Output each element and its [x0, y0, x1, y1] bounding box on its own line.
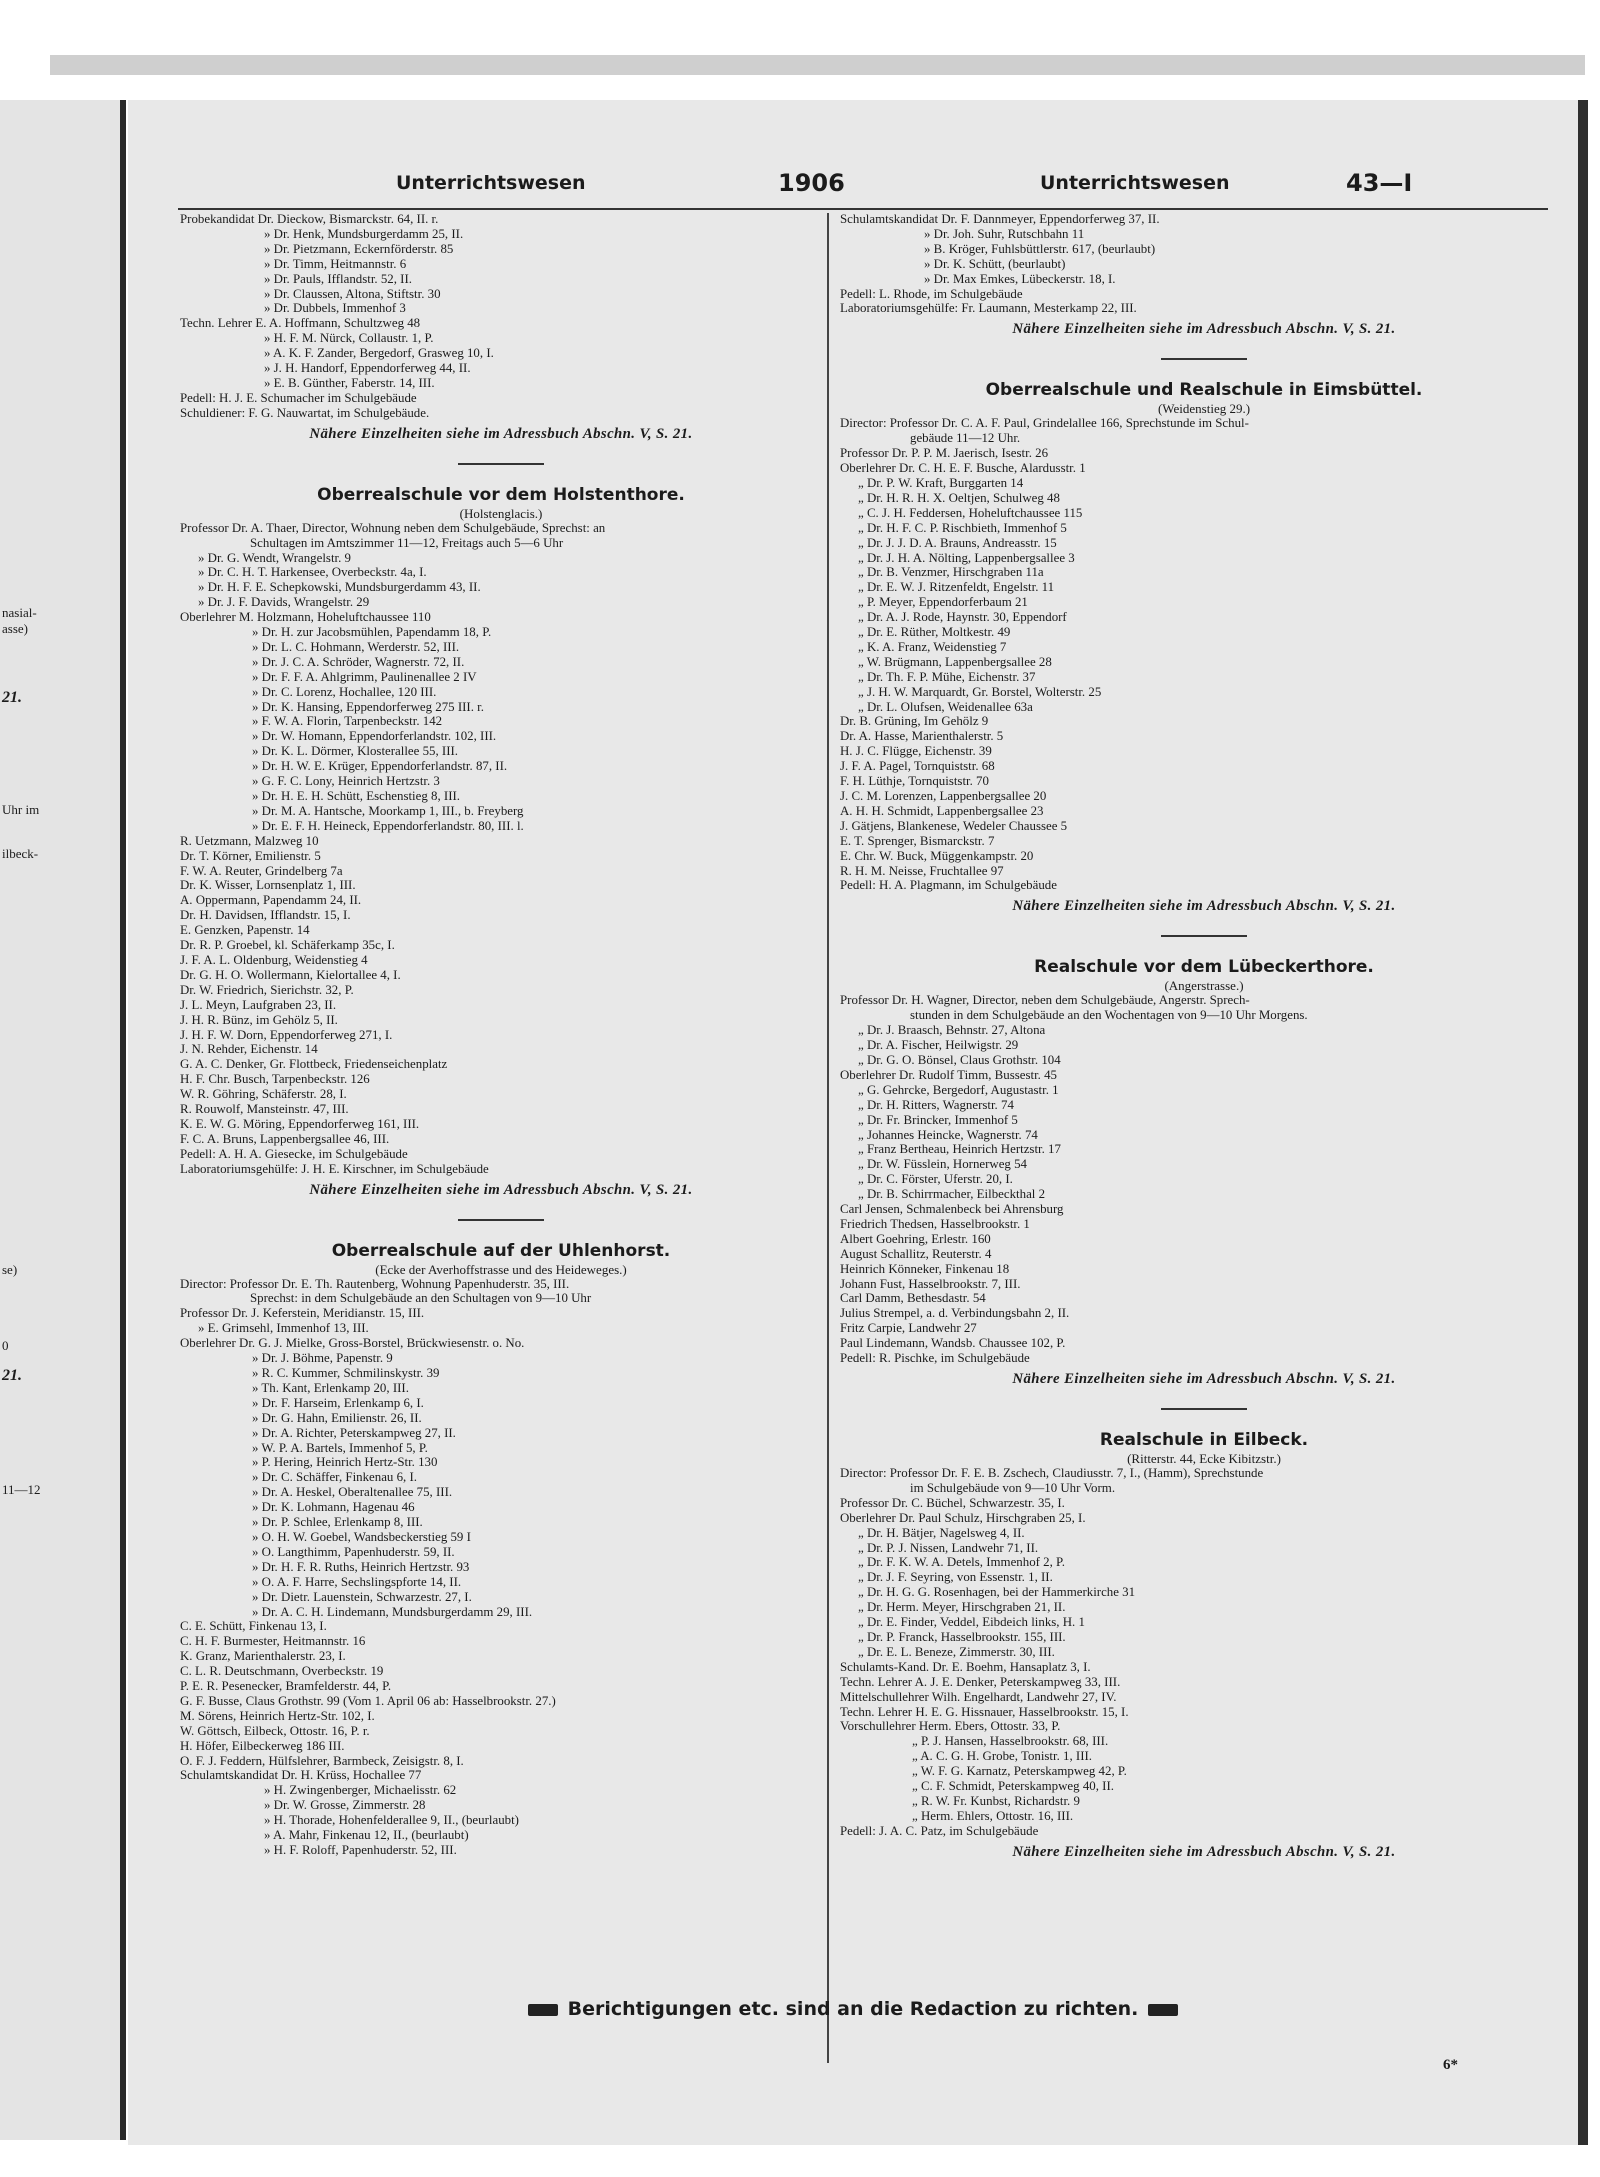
scan-top-edge [50, 55, 1585, 75]
entry-line: Schulamtskandidat Dr. H. Krüss, Hochallee 77 [180, 1768, 422, 1783]
entry-line: » Dr. C. H. T. Harkensee, Overbeckstr. 4a, I. [198, 565, 427, 580]
entry-line: » J. H. Handorf, Eppendorferweg 44, II. [264, 361, 471, 376]
entry-line: Dr. T. Körner, Emilienstr. 5 [180, 848, 321, 863]
entry-line: „ Dr. J. F. Seyring, von Essenstr. 1, II. [858, 1570, 1053, 1585]
entry-line: „ Dr. E. Rüther, Moltkestr. 49 [858, 625, 1011, 640]
section-separator [1161, 358, 1247, 360]
entry-line: Director: Professor Dr. C. A. F. Paul, Grindelallee 166, Sprechstunde im Schul- [840, 416, 1249, 431]
entry-line: » Dr. W. Grosse, Zimmerstr. 28 [264, 1798, 426, 1813]
entry-line: A. Oppermann, Papendamm 24, II. [180, 893, 362, 908]
prev-fragment: se) [2, 1262, 18, 1277]
entry-line: „ R. W. Fr. Kunbst, Richardstr. 9 [912, 1793, 1080, 1808]
entry-line: Oberlehrer Dr. C. H. E. F. Busche, Alardusstr. 1 [840, 461, 1086, 476]
entry-line: » A. Mahr, Finkenau 12, II., (beurlaubt) [264, 1828, 469, 1843]
reference-note: Nähere Einzelheiten siehe im Adressbuch Abschn. V, S. 21. [1012, 321, 1396, 338]
entry-line: J. F. A. Pagel, Tornquiststr. 68 [840, 759, 995, 774]
entry-line: Mittelschullehrer Wilh. Engelhardt, Landwehr 27, IV. [840, 1689, 1117, 1704]
entry-line: Friedrich Thedsen, Hasselbrookstr. 1 [840, 1216, 1030, 1231]
section-title: Oberrealschule auf der Uhlenhorst. [331, 1240, 671, 1261]
entry-line: Dr. W. Friedrich, Sierichstr. 32, P. [180, 982, 354, 997]
entry-line: » Dr. E. F. H. Heineck, Eppendorferlandstr. 80, III. l. [252, 818, 524, 833]
entry-line: Pedell: R. Pischke, im Schulgebäude [840, 1351, 1030, 1366]
entry-line: Professor Dr. C. Büchel, Schwarzestr. 35, I. [840, 1495, 1065, 1510]
section-subtitle: (Ritterstr. 44, Ecke Kibitzstr.) [1127, 1451, 1281, 1466]
entry-line: Professor Dr. P. P. M. Jaerisch, Isestr. 26 [840, 446, 1049, 461]
entry-line: W. R. Göhring, Schäferstr. 28, I. [180, 1087, 347, 1102]
entry-line: » Dr. Pauls, Ifflandstr. 52, II. [264, 271, 412, 286]
prev-fragment: 11—12 [2, 1482, 41, 1497]
entry-line: Pedell: L. Rhode, im Schulgebäude [840, 286, 1023, 301]
reference-note: Nähere Einzelheiten siehe im Adressbuch Abschn. V, S. 21. [309, 425, 693, 442]
entry-line: „ Dr. P. J. Nissen, Landwehr 71, II. [858, 1540, 1039, 1555]
header-rule [178, 208, 1548, 210]
entry-line: J. L. Meyn, Laufgraben 23, II. [180, 997, 337, 1012]
entry-line: » P. Hering, Heinrich Hertz-Str. 130 [252, 1455, 438, 1470]
header-left-title: Unterrichtswesen [396, 172, 586, 194]
entry-list [840, 416, 1568, 893]
entry-line: Professor Dr. H. Wagner, Director, neben dem Schulgebäude, Angerstr. Sprech- [840, 993, 1250, 1008]
entry-line: Albert Goehring, Erlestr. 160 [840, 1231, 991, 1246]
page-header [128, 169, 1578, 202]
entry-line: » H. F. Roloff, Papenhuderstr. 52, III. [264, 1843, 457, 1857]
entry-line: „ Dr. A. J. Rode, Haynstr. 30, Eppendorf [858, 610, 1067, 625]
entry-line: Schultagen im Amtszimmer 11—12, Freitags auch 5—6 Uhr [250, 535, 564, 550]
entry-line: „ Dr. P. Franck, Hasselbrookstr. 155, III. [858, 1629, 1066, 1644]
entry-line: » W. P. A. Bartels, Immenhof 5, P. [252, 1440, 428, 1455]
entry-line: » Dr. K. Schütt, (beurlaubt) [924, 256, 1066, 271]
entry-line: Techn. Lehrer E. A. Hoffmann, Schultzweg 48 [180, 316, 421, 331]
entry-line: R. Uetzmann, Malzweg 10 [180, 833, 319, 848]
entry-line: „ A. C. G. H. Grobe, Tonistr. 1, III. [912, 1749, 1093, 1764]
entry-line: » Dr. J. Böhme, Papenstr. 9 [252, 1351, 393, 1366]
entry-line: Carl Jensen, Schmalenbeck bei Ahrensburg [840, 1202, 1064, 1217]
entry-line: » Dr. A. Heskel, Oberaltenallee 75, III. [252, 1485, 453, 1500]
entry-line: „ Dr. H. F. C. P. Rischbieth, Immenhof 5 [858, 520, 1067, 535]
entry-list [840, 1466, 1568, 1839]
entry-line: Director: Professor Dr. E. Th. Rautenberg, Wohnung Papenhuderstr. 35, III. [180, 1276, 570, 1291]
entry-line: Fritz Carpie, Landwehr 27 [840, 1321, 977, 1336]
entry-line: » Dr. C. Lorenz, Hochallee, 120 III. [252, 684, 437, 699]
entry-line: „ Franz Bertheau, Heinrich Hertzstr. 17 [858, 1142, 1061, 1157]
entry-line: „ Dr. H. Ritters, Wagnerstr. 74 [858, 1097, 1014, 1112]
entry-line: Dr. G. H. O. Wollermann, Kielortallee 4, I. [180, 967, 401, 982]
reference-note: Nähere Einzelheiten siehe im Adressbuch Abschn. V, S. 21. [1012, 1371, 1396, 1387]
entry-line: E. Genzken, Papenstr. 14 [180, 923, 310, 938]
entry-line: A. H. H. Schmidt, Lappenbergsallee 23 [840, 803, 1044, 818]
entry-line: „ Dr. E. L. Beneze, Zimmerstr. 30, III. [858, 1644, 1055, 1659]
entry-line: Oberlehrer Dr. G. J. Mielke, Gross-Borstel, Brückwiesenstr. o. No. [180, 1336, 525, 1351]
entry-line: » H. Zwingenberger, Michaelisstr. 62 [264, 1783, 457, 1798]
entry-line: Laboratoriumsgehülfe: Fr. Laumann, Mesterkamp 22, III. [840, 301, 1137, 316]
entry-line: C. H. F. Burmester, Heitmannstr. 16 [180, 1634, 366, 1649]
entry-line: » Dr. J. F. Davids, Wrangelstr. 29 [198, 595, 370, 610]
entry-line: J. C. M. Lorenzen, Lappenbergsallee 20 [840, 789, 1047, 803]
entry-line: O. F. J. Feddern, Hülfslehrer, Barmbeck, Zeisigstr. 8, I. [180, 1753, 464, 1768]
entry-line: Pedell: H. A. Plagmann, im Schulgebäude [840, 878, 1057, 893]
entry-line: J. N. Rehder, Eichenstr. 14 [180, 1042, 318, 1057]
entry-line: J. F. A. L. Oldenburg, Weidenstieg 4 [180, 952, 368, 967]
entry-line: „ Dr. L. Olufsen, Weidenallee 63a [858, 699, 1033, 714]
entry-line: „ Dr. Th. F. P. Mühe, Eichenstr. 37 [858, 669, 1036, 684]
entry-line: » G. F. C. Lony, Heinrich Hertzstr. 3 [252, 774, 440, 789]
entry-line: » Th. Kant, Erlenkamp 20, III. [252, 1380, 409, 1395]
entry-line: » Dr. F. Harseim, Erlenkamp 6, I. [252, 1395, 424, 1410]
entry-line: „ Dr. Fr. Brincker, Immenhof 5 [858, 1112, 1018, 1127]
entry-line: Techn. Lehrer A. J. E. Denker, Peterskampweg 33, III. [840, 1674, 1121, 1689]
entry-line: » O. H. W. Goebel, Wandsbeckerstieg 59 I [252, 1529, 471, 1544]
column-divider [827, 213, 829, 2063]
entry-line: » Dr. M. A. Hantsche, Moorkamp 1, III., b. Freyberg [252, 803, 524, 818]
entry-line: „ J. H. W. Marquardt, Gr. Borstel, Wolterstr. 25 [858, 684, 1102, 699]
entry-line: R. H. M. Neisse, Fruchtallee 97 [840, 863, 1004, 878]
entry-line: J. H. R. Bünz, im Gehölz 5, II. [180, 1012, 338, 1027]
directory-page [128, 100, 1588, 2145]
entry-line: „ Johannes Heincke, Wagnerstr. 74 [858, 1127, 1038, 1142]
entry-line: » F. W. A. Florin, Tarpenbeckstr. 142 [252, 714, 443, 729]
entry-line: „ Dr. P. W. Kraft, Burggarten 14 [858, 475, 1024, 490]
header-right-title: Unterrichtswesen [1040, 172, 1230, 194]
entry-line: „ Dr. H. R. H. X. Oeltjen, Schulweg 48 [858, 490, 1060, 505]
section-subtitle: (Weidenstieg 29.) [1157, 401, 1251, 417]
prev-fragment: 21. [2, 689, 22, 706]
entry-line: „ Dr. J. Braasch, Behnstr. 27, Altona [858, 1023, 1046, 1038]
entry-line: Dr. B. Grüning, Im Gehölz 9 [840, 714, 989, 729]
header-year: 1906 [778, 169, 845, 197]
entry-line: Director: Professor Dr. F. E. B. Zschech, Claudiusstr. 7, I., (Hamm), Sprechstunde [840, 1466, 1264, 1480]
entry-line: Oberlehrer Dr. Rudolf Timm, Bussestr. 45 [840, 1067, 1057, 1082]
entry-line: » Dr. L. C. Hohmann, Werderstr. 52, III. [252, 639, 460, 654]
section-title: Realschule in Eilbeck. [1099, 1430, 1309, 1450]
entry-line: » Dr. H. F. R. Ruths, Heinrich Hertzstr. 93 [252, 1559, 470, 1574]
signature-mark: 6* [1443, 2057, 1458, 2073]
entry-line: „ Dr. E. W. J. Ritzenfeldt, Engelstr. 11 [858, 580, 1055, 595]
entry-line: Pedell: A. H. A. Giesecke, im Schulgebäude [180, 1146, 408, 1161]
entry-line: » Dr. Timm, Heitmannstr. 6 [264, 256, 407, 271]
entry-line: » Dr. Pietzmann, Eckernförderstr. 85 [264, 241, 454, 256]
entry-line: E. Chr. W. Buck, Müggenkampstr. 20 [840, 848, 1034, 863]
entry-line: H. Höfer, Eilbeckerweg 186 III. [180, 1738, 345, 1753]
entry-line: Johann Fust, Hasselbrookstr. 7, III. [840, 1276, 1021, 1291]
entry-line: » Dr. H. zur Jacobsmühlen, Papendamm 18, P. [252, 625, 492, 640]
entry-list [180, 521, 822, 1177]
left-column [180, 212, 822, 1858]
entry-line: » Dr. C. Schäffer, Finkenau 6, I. [252, 1470, 418, 1485]
section-subtitle: (Angerstrasse.) [1164, 978, 1244, 994]
pointing-hand-icon [1148, 2004, 1178, 2016]
reference-note: Nähere Einzelheiten siehe im Adressbuch Abschn. V, S. 21. [309, 1181, 693, 1198]
section-title: Oberrealschule und Realschule in Eimsbüttel. [985, 380, 1423, 401]
entry-line: August Schallitz, Reuterstr. 4 [840, 1246, 992, 1261]
entry-line: M. Sörens, Heinrich Hertz-Str. 102, I. [180, 1708, 375, 1723]
entry-line: „ Dr. A. Fischer, Heilwigstr. 29 [858, 1038, 1019, 1053]
section-title: Realschule vor dem Lübeckerthore. [1034, 957, 1374, 978]
entry-line: » Dr. K. Hansing, Eppendorferweg 275 III. r. [252, 699, 484, 714]
entry-line: » B. Kröger, Fuhlsbüttlerstr. 617, (beurlaubt) [924, 241, 1156, 256]
prev-fragment: asse) [2, 621, 28, 636]
entry-line: W. Göttsch, Eilbeck, Ottostr. 16, P. r. [180, 1723, 370, 1738]
entry-line: „ C. F. Schmidt, Peterskampweg 40, II. [912, 1779, 1114, 1794]
entry-line: J. Gätjens, Blankenese, Wedeler Chaussee 5 [840, 818, 1068, 833]
entry-line: Heinrich Könneker, Finkenau 18 [840, 1261, 1010, 1276]
entry-line: Dr. H. Davidsen, Ifflandstr. 15, I. [180, 908, 351, 923]
entry-line: » O. Langthimm, Papenhuderstr. 59, II. [252, 1544, 455, 1559]
entry-line: „ W. F. G. Karnatz, Peterskampweg 42, P. [912, 1764, 1127, 1779]
entry-line: Dr. A. Hasse, Marienthalerstr. 5 [840, 729, 1004, 744]
entry-line: » H. F. M. Nürck, Collaustr. 1, P. [264, 331, 434, 346]
entry-line: Techn. Lehrer H. E. G. Hissnauer, Hasselbrookstr. 15, I. [840, 1704, 1129, 1719]
entry-line: H. F. Chr. Busch, Tarpenbeckstr. 126 [180, 1072, 370, 1087]
reference-note: Nähere Einzelheiten siehe im Adressbuch Abschn. V, S. 21. [1012, 1843, 1396, 1860]
entry-line: „ Herm. Ehlers, Ottostr. 16, III. [912, 1808, 1074, 1823]
entry-line: „ P. J. Hansen, Hasselbrookstr. 68, III. [912, 1734, 1109, 1749]
entry-line: » Dr. K. L. Dörmer, Klosterallee 55, III. [252, 744, 459, 759]
entry-line: » H. Thorade, Hohenfelderallee 9, II., (beurlaubt) [264, 1813, 519, 1828]
section-separator [458, 1219, 544, 1221]
entry-line: » Dr. J. C. A. Schröder, Wagnerstr. 72, II. [252, 654, 465, 669]
prev-fragment: ilbeck- [2, 846, 39, 861]
entry-list [180, 1277, 822, 1858]
entry-line: » Dr. W. Homann, Eppendorferlandstr. 102, III. [252, 729, 497, 744]
entry-line: » Dr. G. Hahn, Emilienstr. 26, II. [252, 1410, 422, 1425]
entry-line: Schuldiener: F. G. Nauwartat, im Schulgebäude. [180, 405, 430, 420]
entry-line: » Dr. Dietr. Lauenstein, Schwarzestr. 27, I. [252, 1589, 472, 1604]
entry-line: im Schulgebäude von 9—10 Uhr Vorm. [910, 1480, 1116, 1495]
entry-line: J. H. F. W. Dorn, Eppendorferweg 271, I. [180, 1027, 393, 1042]
page-footer [128, 1998, 1578, 2028]
entry-line: F. H. Lüthje, Tornquiststr. 70 [840, 774, 989, 789]
entry-line: C. L. R. Deutschmann, Overbeckstr. 19 [180, 1664, 384, 1679]
entry-line: Dr. R. P. Groebel, kl. Schäferkamp 35c, I. [180, 938, 395, 953]
entry-line: „ Dr. E. Finder, Veddel, Eibdeich links, H. 1 [858, 1615, 1085, 1630]
entry-line: R. Rouwolf, Mansteinstr. 47, III. [180, 1102, 349, 1117]
entry-line: Carl Damm, Bethesdastr. 54 [840, 1291, 986, 1306]
entry-line: » E. B. Günther, Faberstr. 14, III. [264, 375, 435, 390]
entry-line: Sprechst: in dem Schulgebäude an den Schultagen von 9—10 Uhr [250, 1291, 592, 1306]
entry-line: » Dr. F. F. A. Ahlgrimm, Paulinenallee 2 IV [252, 669, 477, 684]
entry-line: „ Dr. H. Bätjer, Nagelsweg 4, II. [858, 1525, 1025, 1540]
entry-line: H. J. C. Flügge, Eichenstr. 39 [840, 744, 992, 759]
entry-line: „ P. Meyer, Eppendorferbaum 21 [858, 595, 1028, 610]
entry-list [840, 993, 1568, 1366]
prev-fragment: nasial- [2, 605, 37, 620]
entry-line: Laboratoriumsgehülfe: J. H. E. Kirschner, im Schulgebäude [180, 1161, 489, 1176]
page-number: 43—I [1346, 169, 1413, 197]
entry-line: F. W. A. Reuter, Grindelberg 7a [180, 863, 343, 878]
previous-page-edge [0, 100, 126, 2140]
entry-line: „ Dr. F. K. W. A. Detels, Immenhof 2, P. [858, 1555, 1066, 1570]
entry-line: » Dr. Dubbels, Immenhof 3 [264, 301, 406, 316]
section-subtitle: (Ecke der Averhoffstrasse und des Heideweges.) [375, 1261, 627, 1277]
entry-line: » R. C. Kummer, Schmilinskystr. 39 [252, 1366, 440, 1380]
entry-line: Pedell: H. J. E. Schumacher im Schulgebäude [180, 390, 417, 405]
section-separator [1161, 935, 1247, 937]
reference-note: Nähere Einzelheiten siehe im Adressbuch Abschn. V, S. 21. [1012, 898, 1396, 915]
section-subtitle: (Holstenglacis.) [459, 505, 543, 521]
entry-line: K. Granz, Marienthalerstr. 23, I. [180, 1649, 346, 1664]
entry-line: Vorschullehrer Herm. Ebers, Ottostr. 33, P. [840, 1719, 1061, 1734]
entry-line: G. A. C. Denker, Gr. Flottbeck, Friedenseichenplatz [180, 1057, 448, 1072]
entry-line: „ Dr. W. Füsslein, Hornerweg 54 [858, 1157, 1027, 1172]
entry-line: » Dr. Max Emkes, Lübeckerstr. 18, I. [924, 271, 1116, 286]
entry-line: „ Dr. C. Förster, Uferstr. 20, I. [858, 1172, 1013, 1187]
entry-line: Professor Dr. J. Keferstein, Meridianstr. 15, III. [180, 1306, 425, 1321]
entry-line: Probekandidat Dr. Dieckow, Bismarckstr. 64, II. r. [180, 212, 439, 226]
entry-line: » Dr. H. F. E. Schepkowski, Mundsburgerdamm 43, II. [198, 580, 481, 595]
entry-line: „ Dr. J. J. D. A. Brauns, Andreasstr. 15 [858, 535, 1057, 550]
entry-line: » Dr. Joh. Suhr, Rutschbahn 11 [924, 226, 1085, 241]
entry-line: » O. A. F. Harre, Sechslingspforte 14, II. [252, 1574, 462, 1589]
entry-line: Pedell: J. A. C. Patz, im Schulgebäude [840, 1823, 1039, 1838]
section-separator [458, 463, 544, 465]
entry-line: Schulamts-Kand. Dr. E. Boehm, Hansaplatz 3, I. [840, 1659, 1091, 1674]
prev-fragment: 21. [2, 1367, 22, 1384]
entry-line: » Dr. H. W. E. Krüger, Eppendorferlandstr. 87, II. [252, 759, 508, 774]
entry-line: Professor Dr. A. Thaer, Director, Wohnung neben dem Schulgebäude, Sprechst: an [180, 520, 606, 535]
entry-line: „ Dr. G. O. Bönsel, Claus Grothstr. 104 [858, 1052, 1061, 1067]
entry-line: » Dr. G. Wendt, Wrangelstr. 9 [198, 550, 351, 565]
entry-line: „ W. Brügmann, Lappenbergsallee 28 [858, 654, 1052, 669]
entry-line: » Dr. A. Richter, Peterskampweg 27, II. [252, 1425, 456, 1440]
entry-line: „ Dr. H. G. G. Rosenhagen, bei der Hammerkirche 31 [858, 1585, 1136, 1600]
entry-line: „ Dr. B. Venzmer, Hirschgraben 11a [858, 565, 1044, 580]
entry-line: gebäude 11—12 Uhr. [910, 431, 1021, 446]
entry-line: G. F. Busse, Claus Grothstr. 99 (Vom 1. April 06 ab: Hasselbrookstr. 27.) [180, 1693, 556, 1708]
entry-list [180, 212, 822, 421]
entry-line: » A. K. F. Zander, Bergedorf, Grasweg 10, I. [264, 346, 494, 361]
entry-line: K. E. W. G. Möring, Eppendorferweg 161, III. [180, 1116, 420, 1131]
entry-line: Oberlehrer M. Holzmann, Hoheluftchaussee 110 [180, 610, 431, 625]
entry-line: » Dr. A. C. H. Lindemann, Mundsburgerdamm 29, III. [252, 1604, 533, 1619]
entry-line: stunden in dem Schulgebäude an den Wochentagen von 9—10 Uhr Morgens. [910, 1008, 1308, 1023]
section-separator [1161, 1408, 1247, 1410]
entry-line: Dr. K. Wisser, Lornsenplatz 1, III. [180, 878, 356, 893]
pointing-hand-icon [528, 2004, 558, 2016]
entry-line: Schulamtskandidat Dr. F. Dannmeyer, Eppendorferweg 37, II. [840, 212, 1160, 226]
entry-line: „ K. A. Franz, Weidenstieg 7 [858, 639, 1007, 654]
section-title: Oberrealschule vor dem Holstenthore. [317, 484, 685, 505]
entry-line: » E. Grimsehl, Immenhof 13, III. [198, 1321, 369, 1336]
entry-line: „ C. J. H. Feddersen, Hoheluftchaussee 115 [858, 505, 1083, 520]
entry-line: » Dr. Claussen, Altona, Stiftstr. 30 [264, 286, 441, 301]
entry-line: „ Dr. J. H. A. Nölting, Lappenbergsallee 3 [858, 550, 1075, 565]
prev-fragment: Uhr im [2, 802, 40, 817]
footer-notice: Berichtigungen etc. sind an die Redaction zu richten. [567, 1998, 1139, 2020]
entry-line: Julius Strempel, a. d. Verbindungsbahn 2, II. [840, 1306, 1070, 1321]
entry-line: „ G. Gehrcke, Bergedorf, Augustastr. 1 [858, 1082, 1059, 1097]
entry-line: E. T. Sprenger, Bismarckstr. 7 [840, 833, 995, 848]
entry-line: C. E. Schütt, Finkenau 13, I. [180, 1619, 327, 1634]
entry-line: Oberlehrer Dr. Paul Schulz, Hirschgraben 25, I. [840, 1510, 1086, 1525]
entry-line: » Dr. K. Lohmann, Hagenau 46 [252, 1500, 415, 1515]
entry-line: » Dr. P. Schlee, Erlenkamp 8, III. [252, 1515, 423, 1530]
entry-line: P. E. R. Pesenecker, Bramfelderstr. 44, P. [180, 1679, 392, 1694]
right-column [840, 212, 1568, 1864]
entry-list [840, 212, 1568, 316]
entry-line: „ Dr. B. Schirrmacher, Eilbeckthal 2 [858, 1187, 1046, 1202]
entry-line: » Dr. Henk, Mundsburgerdamm 25, II. [264, 226, 464, 241]
entry-line: F. C. A. Bruns, Lappenbergsallee 46, III. [180, 1131, 390, 1146]
entry-line: „ Dr. Herm. Meyer, Hirschgraben 21, II. [858, 1600, 1066, 1615]
entry-line: » Dr. H. E. H. Schütt, Eschenstieg 8, III. [252, 789, 461, 803]
entry-line: Paul Lindemann, Wandsb. Chaussee 102, P. [840, 1336, 1066, 1351]
prev-fragment: 0 [2, 1338, 9, 1353]
